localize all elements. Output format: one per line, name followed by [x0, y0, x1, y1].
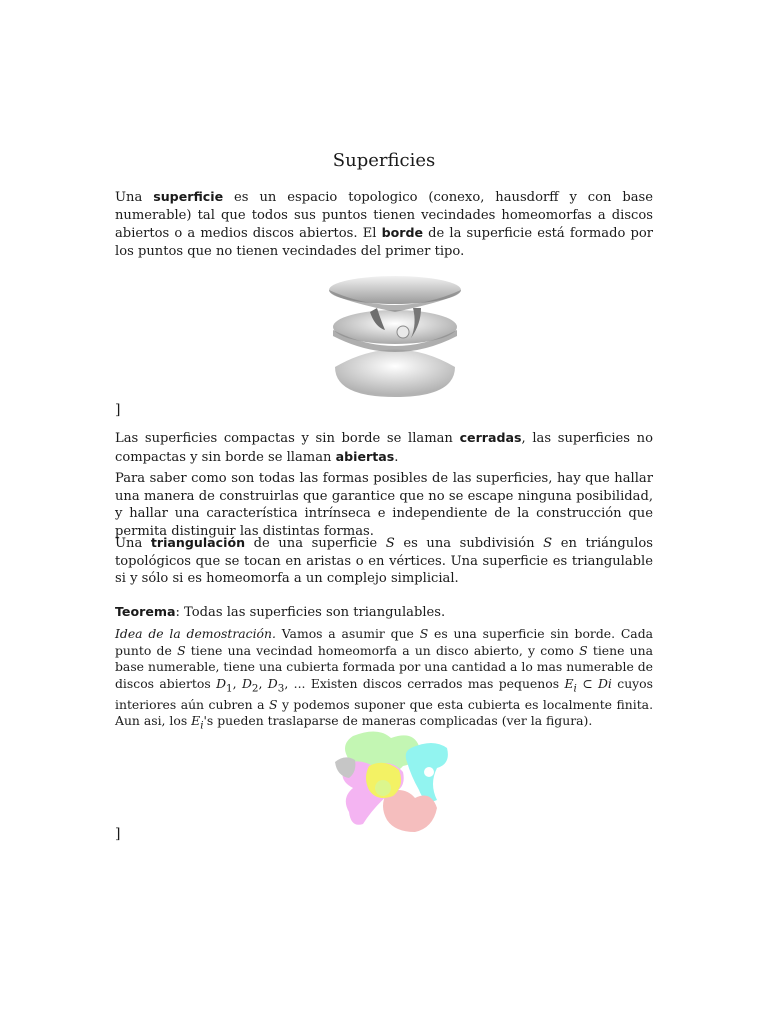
text-run: , las superficies no compactas y sin borde se llaman [115, 431, 653, 465]
handle-hole [397, 326, 409, 338]
term-teorema: Teorema [115, 604, 176, 619]
figure-bracket: ] [115, 402, 121, 418]
math-e: E [191, 713, 201, 729]
paragraph-superficie-definition [115, 188, 653, 260]
math-s: S [177, 642, 186, 658]
math-d: D [216, 675, 227, 691]
overlapping-discs-figure [333, 728, 453, 834]
paragraph-cerradas-abiertas [115, 429, 653, 466]
paragraph-demostracion: Idea de la demostración. Vamos a asumir que S es una superficie sin borde. Cada punto de S tiene una vecindad homeomorfa a un disco abierto, y como S tiene una base numerable, tiene una cubierta formada por una cantidad a lo mas numerable de discos abiertos $D_1$, $D_2$, $D_3$, ... Existen discos cerrados mas pequenos $E_i$ ⊂ Di cuyos interiores aún cubren a S y podemos suponer que esta cubierta es localmente finita. Aun asi, los $E_i's$ pueden traslaparse de maneras complicadas (ver la figura). [115, 626, 654, 732]
math-s: S [268, 696, 278, 712]
text-run: de una superficie [245, 536, 386, 551]
math-subscript: 3 [277, 682, 285, 695]
text-run: es una subdivisión [394, 536, 544, 551]
text-run: Vamos a asumir que [275, 626, 420, 641]
text-run: . [394, 449, 399, 465]
sheet-bottom [335, 350, 455, 398]
text-run: de la superficie está formado por los puntos que no tienen vecindades del primer tipo. [115, 226, 654, 259]
paragraph-triangulacion [115, 534, 653, 588]
text-run: cuyos interiores aún cubren a [115, 675, 653, 712]
term-abiertas: abiertas [335, 448, 395, 464]
text-run: y podemos suponer que esta cubierta es localmente finita. Aun asi, los [115, 696, 654, 729]
surface-figure [325, 272, 465, 402]
term-borde: borde [381, 225, 424, 241]
term-triangulacion: triangulación [150, 535, 246, 550]
math-di: Di [597, 675, 612, 691]
math-subscript: 1 [226, 682, 233, 695]
math-e: E [564, 675, 574, 691]
text-run: ⊂ [576, 675, 598, 691]
page-title: Superficies [332, 150, 436, 171]
math-d: D [241, 675, 252, 691]
term-cerradas: cerradas [459, 430, 522, 445]
text-run: Una [115, 190, 154, 205]
proof-heading: Idea de la demostración. [115, 626, 276, 641]
math-subscript: i [573, 682, 577, 695]
text-run: 's pueden traslaparse de maneras complicadas (ver la figura). [203, 713, 593, 729]
text-run: : Todas las superficies son triangulables. [175, 605, 446, 620]
disc-hole [424, 767, 434, 777]
text-run: es una superficie sin borde. Cada punto de [115, 626, 654, 658]
text-run: Una [115, 536, 151, 551]
paragraph-teorema [115, 603, 653, 622]
math-subscript: 2 [251, 682, 259, 695]
figure-bracket: ] [115, 826, 121, 842]
math-s: S [419, 626, 429, 641]
term-superficie: superficie [153, 189, 224, 204]
text-run: Las superficies compactas y sin borde se llaman [115, 431, 460, 446]
math-subscript: i [200, 719, 204, 732]
math-s: S [385, 536, 395, 551]
text-run: en triángulos topológicos que se tocan en aristas o en vértices. Una superficie es triangulable si y sólo si es homeomorfa a un complejo simplicial. [115, 536, 654, 587]
text-run: tiene una vecindad homeomorfa a un disco abierto, y como [185, 642, 580, 658]
text-run: es un espacio topologico (conexo, hausdorff y con base numerable) tal que todos sus puntos tienen vecindades homeomorfas a discos abiertos o a medios discos abiertos. El [115, 190, 654, 242]
math-s: S [543, 536, 553, 551]
disc-overlap-center [375, 780, 391, 796]
text-run: tiene una base numerable, tiene una cubierta formada por una cantidad a lo mas numerable de discos abiertos [115, 642, 654, 691]
paragraph-formas: Para saber como son todas las formas posibles de las superficies, hay que hallar una manera de construirlas que garantice que no se escape ninguna posibilidad, y hallar una característica intrínseca e independiente de la construcción que permita distinguir las distintas formas. [115, 471, 653, 539]
text-run: , ... Existen discos cerrados mas pequenos [284, 675, 565, 691]
math-s: S [579, 642, 588, 658]
math-d: D [267, 675, 278, 691]
